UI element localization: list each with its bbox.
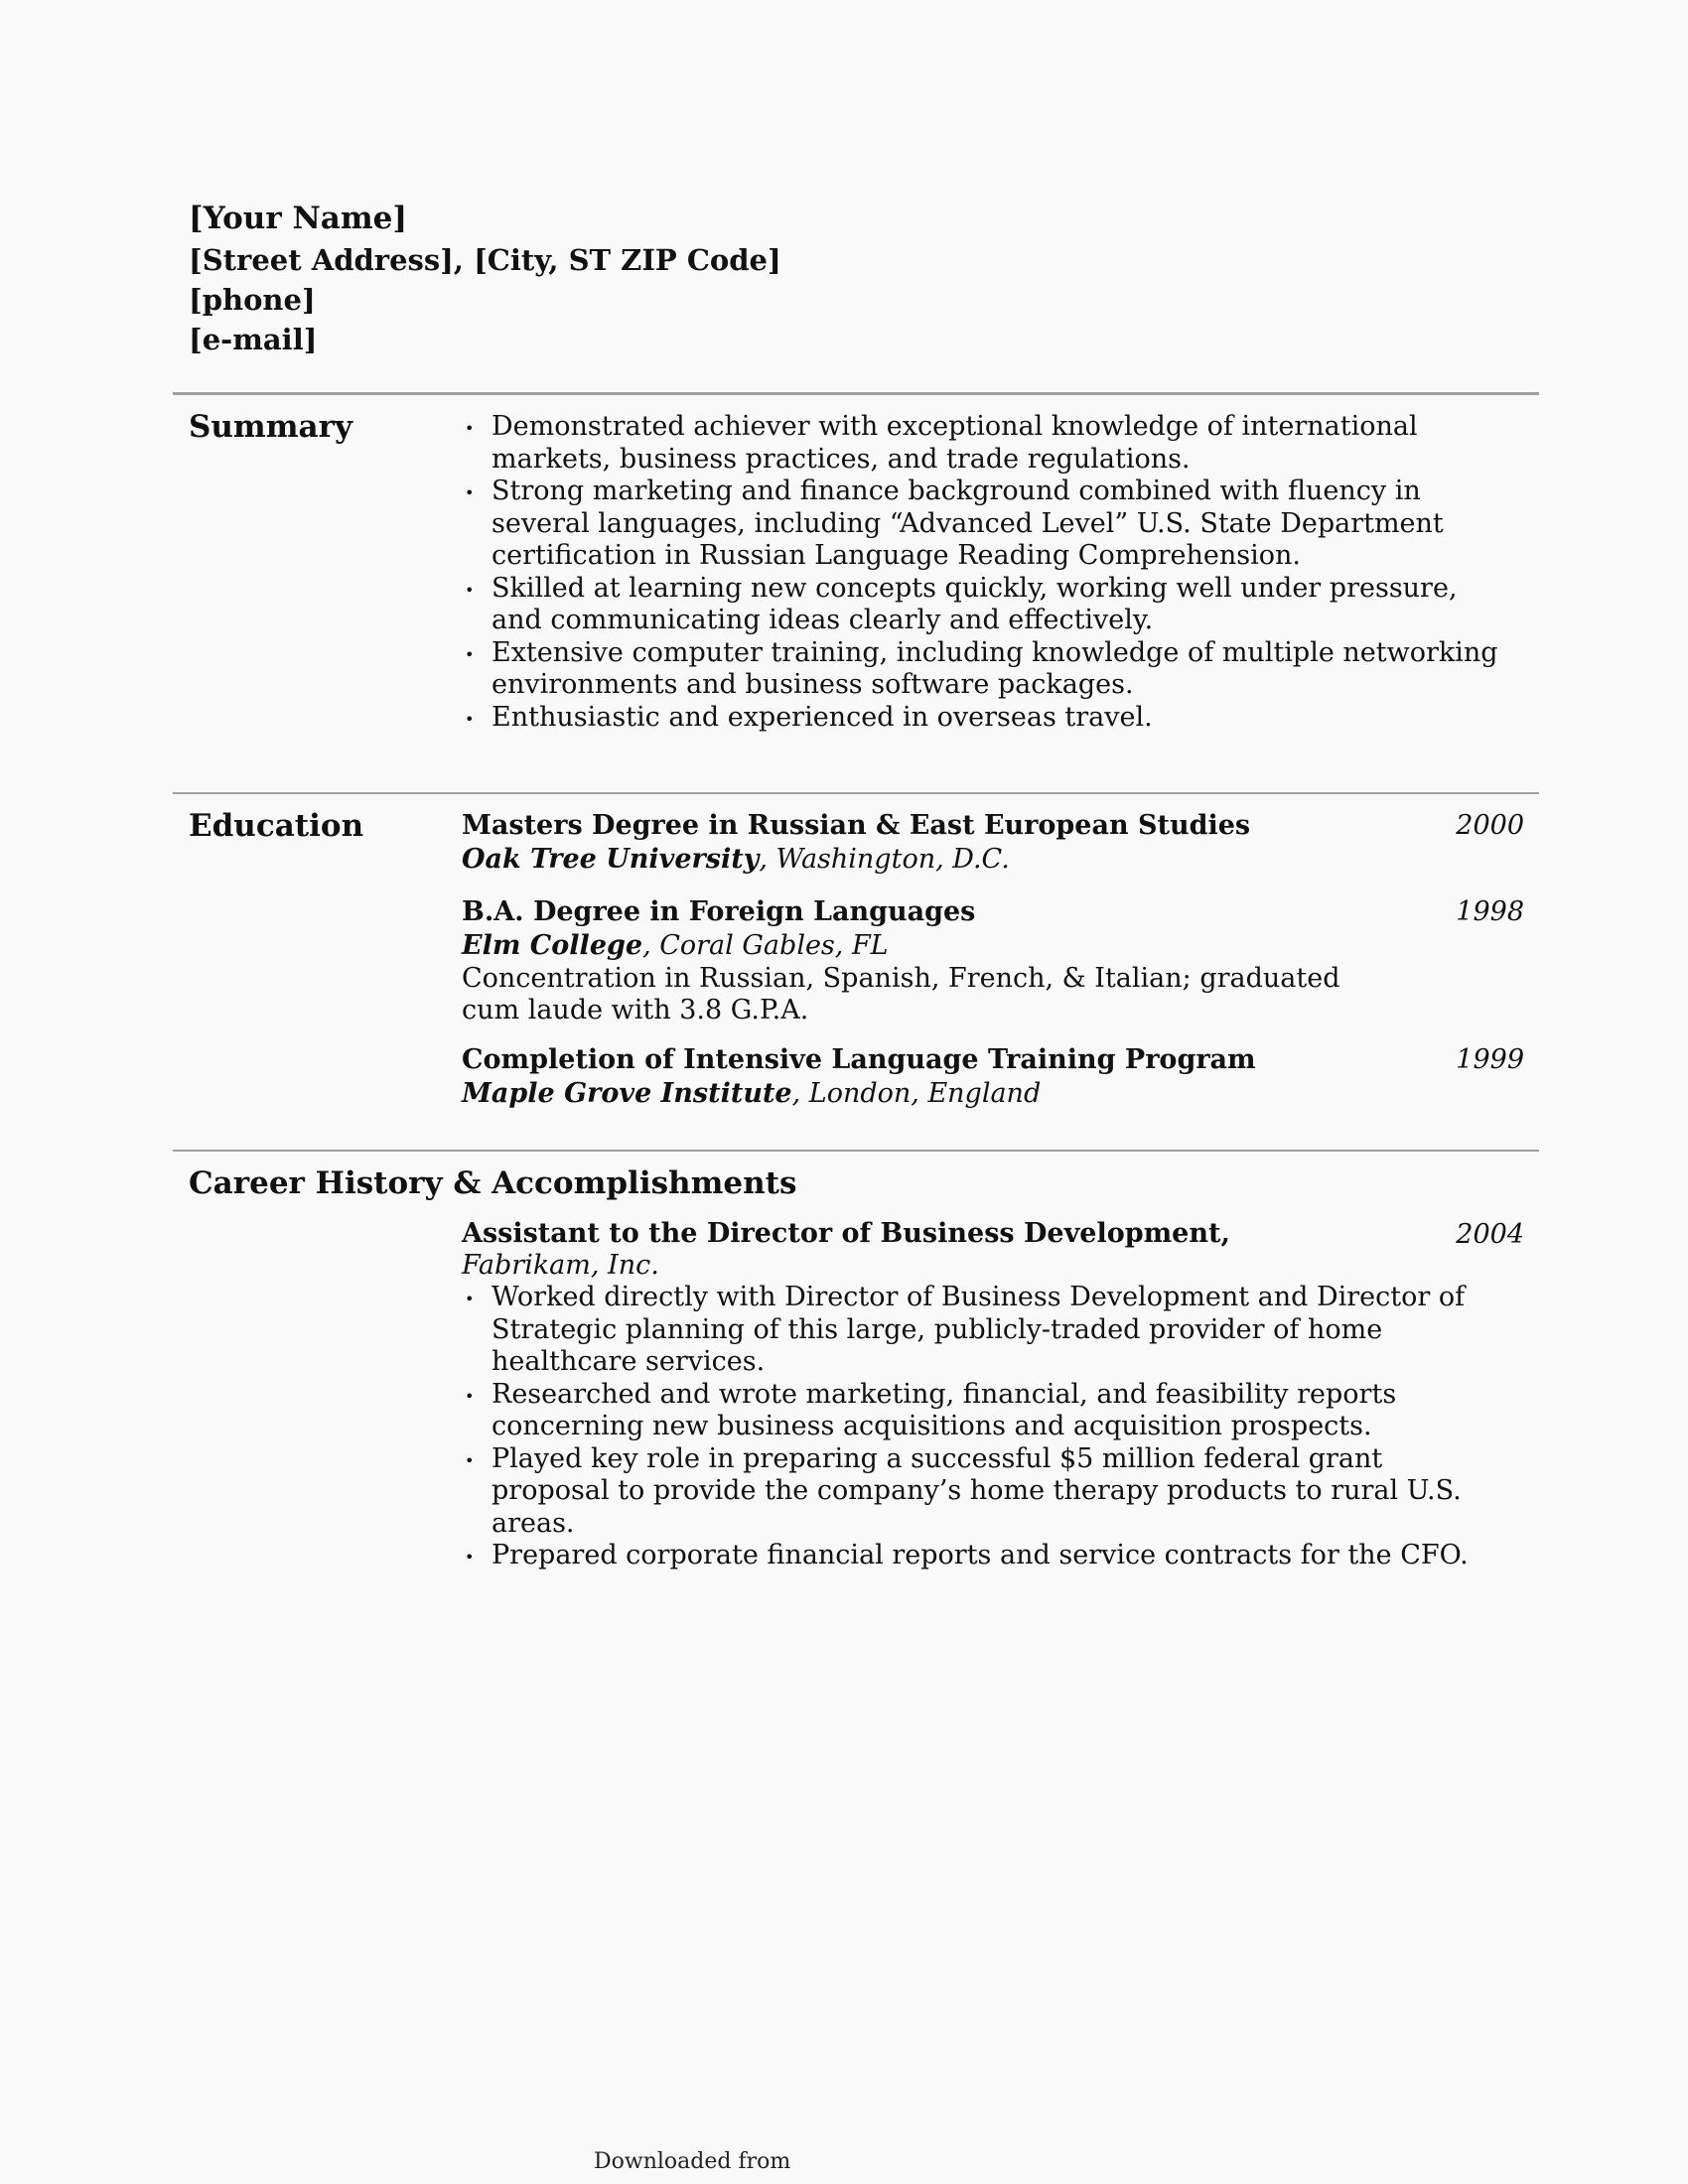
section-divider — [173, 392, 1539, 395]
education-year: 1998 — [1456, 896, 1524, 927]
summary-list — [462, 411, 1534, 734]
education-entry — [462, 1043, 1524, 1111]
education-entry — [462, 895, 1524, 1026]
job-year: 2004 — [1456, 1219, 1524, 1250]
institution-name: Maple Grove Institute — [462, 1078, 792, 1109]
contact-name: [Your Name] — [189, 201, 408, 236]
bullet-icon: • — [465, 580, 475, 600]
education-heading: Education — [189, 808, 364, 844]
accomplishment-item: • Prepared corporate financial reports and service contracts for the CFO. — [462, 1540, 1504, 1572]
bullet-icon: • — [465, 419, 475, 438]
bullet-icon: • — [465, 644, 475, 664]
bullet-icon: • — [465, 709, 475, 729]
summary-item: • Skilled at learning new concepts quickly, working well under pressure, and communicating ideas clearly and effectively. — [465, 572, 1458, 635]
degree-title: B.A. Degree in Foreign Languages — [462, 896, 976, 927]
institution-location: , Coral Gables, FL — [642, 930, 889, 961]
summary-list-container — [462, 411, 1534, 734]
contact-block — [189, 197, 781, 359]
accomplishment-item: • Played key role in preparing a successful $5 million federal grant proposal to provide the company’s home therapy products to rural U.S. areas. — [465, 1442, 1462, 1539]
job-title: Assistant to the Director of Business Development, — [462, 1218, 1230, 1249]
institution-line — [462, 843, 1524, 877]
section-divider — [173, 792, 1539, 794]
accomplishment-item: • Researched and wrote marketing, financial, and feasibility reports concerning new business acquisitions and acquisition prospects. — [465, 1378, 1397, 1441]
accomplishment-item: • Worked directly with Director of Business Development and Director of Strategic planning of this large, publicly-traded provider of home healthcare services. — [465, 1282, 1466, 1377]
contact-phone: [phone] — [189, 283, 316, 317]
degree-title: Masters Degree in Russian & East European Studies — [462, 810, 1251, 841]
education-year: 1999 — [1456, 1044, 1524, 1075]
institution-location: , Washington, D.C. — [759, 844, 1010, 875]
education-note: Concentration in Russian, Spanish, French, & Italian; graduated cum laude with 3.8 G.P.A. — [462, 963, 1340, 1025]
summary-heading: Summary — [189, 409, 352, 445]
bullet-icon: • — [465, 1386, 475, 1406]
summary-item: • Enthusiastic and experienced in overseas travel. — [462, 702, 1504, 735]
institution-line — [462, 929, 1524, 963]
bullet-icon: • — [465, 1450, 475, 1470]
career-heading: Career History & Accomplishments — [189, 1165, 797, 1201]
footer-text: Downloaded from — [594, 2149, 791, 2174]
job-accomplishments — [462, 1282, 1524, 1572]
job-company: Fabrikam, Inc. — [462, 1250, 659, 1281]
education-list — [462, 809, 1534, 1111]
summary-item: • Extensive computer training, including knowledge of multiple networking environments and business software packages. — [465, 636, 1498, 700]
job-entry — [462, 1218, 1524, 1572]
career-job — [462, 1218, 1534, 1572]
contact-address: [Street Address], [City, ST ZIP Code] — [189, 243, 781, 277]
institution-name: Elm College — [462, 930, 643, 961]
contact-email: [e-mail] — [189, 323, 318, 356]
bullet-icon: • — [465, 1290, 475, 1308]
bullet-icon: • — [465, 483, 475, 502]
education-year: 2000 — [1456, 810, 1524, 841]
degree-title: Completion of Intensive Language Training Program — [462, 1044, 1256, 1075]
institution-location: , London, England — [791, 1078, 1042, 1109]
section-divider — [173, 1150, 1539, 1152]
summary-item: • Demonstrated achiever with exceptional knowledge of international markets, business practices, and trade regulations. — [465, 411, 1418, 475]
institution-line — [462, 1077, 1524, 1111]
summary-item: • Strong marketing and finance background combined with fluency in several languages, including “Advanced Level” U.S. State Department certification in Russian Language Reading Comprehension. — [465, 476, 1444, 571]
institution-name: Oak Tree University — [462, 844, 760, 875]
education-entry — [462, 809, 1524, 877]
bullet-icon: • — [465, 1548, 475, 1567]
